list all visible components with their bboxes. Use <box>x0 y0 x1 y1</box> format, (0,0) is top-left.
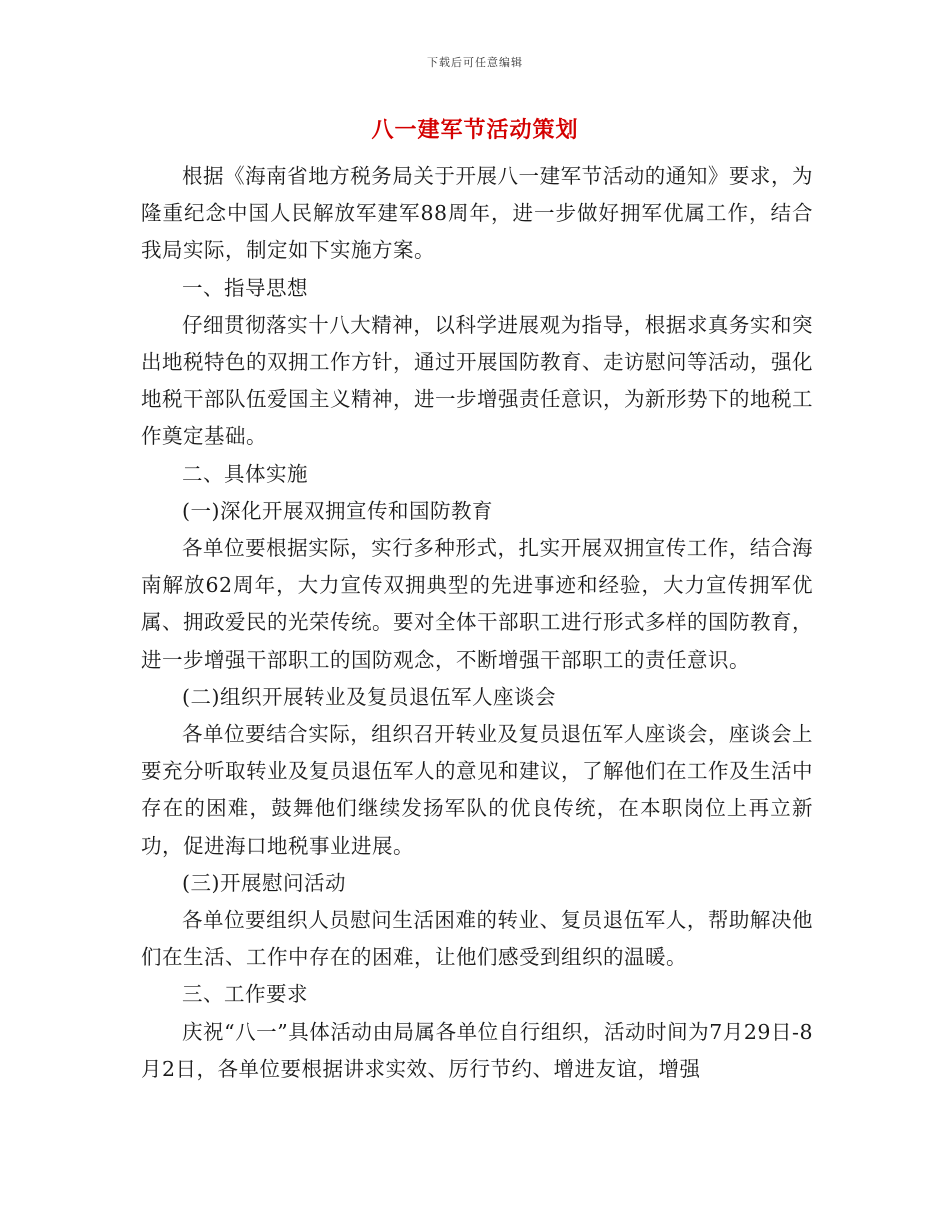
subsection-heading-3: (三)开展慰问活动 <box>182 870 346 895</box>
section-heading-implementation: 二、具体实施 <box>182 461 308 486</box>
section-heading-requirements: 三、工作要求 <box>182 982 308 1007</box>
subsection-heading-1: (一)深化开展双拥宣传和国防教育 <box>182 498 493 523</box>
section-heading-guiding-thought: 一、指导思想 <box>182 275 308 300</box>
subsection-3-paragraph: 各单位要组织人员慰问生活困难的转业、复员退伍军人，帮助解决他们在生活、工作中存在的困难，让他们感受到组织的温暖。 <box>141 908 813 970</box>
guiding-thought-paragraph: 仔细贯彻落实十八大精神，以科学进展观为指导，根据求真务实和突出地税特色的双拥工作方针，通过开展国防教育、走访慰问等活动，强化地税干部队伍爱国主义精神，进一步增强责任意识，为新形势下的地税工作奠定基础。 <box>141 312 813 449</box>
header-note: 下载后可任意编辑 <box>427 56 523 69</box>
document-title: 八一建军节活动策划 <box>371 118 579 143</box>
requirements-paragraph: 庆祝“八一”具体活动由局属各单位自行组织，活动时间为7月29日-8月2日，各单位要根据讲求实效、厉行节约、增进友谊，增强 <box>141 1019 813 1081</box>
document-body <box>141 158 813 1088</box>
intro-paragraph: 根据《海南省地方税务局关于开展八一建军节活动的通知》要求，为隆重纪念中国人民解放军建军88周年，进一步做好拥军优属工作，结合我局实际，制定如下实施方案。 <box>141 164 813 263</box>
subsection-heading-2: (二)组织开展转业及复员退伍军人座谈会 <box>182 684 556 709</box>
subsection-2-paragraph: 各单位要结合实际，组织召开转业及复员退伍军人座谈会，座谈会上要充分听取转业及复员退伍军人的意见和建议，了解他们在工作及生活中存在的困难，鼓舞他们继续发扬军队的优良传统，在本职岗位上再立新功，促进海口地税事业进展。 <box>141 722 813 858</box>
subsection-1-paragraph: 各单位要根据实际，实行多种形式，扎实开展双拥宣传工作，结合海南解放62周年，大力宣传双拥典型的先进事迹和经验，大力宣传拥军优属、拥政爱民的光荣传统。要对全体干部职工进行形式多样的国防教育，进一步增强干部职工的国防观念，不断增强干部职工的责任意识。 <box>141 536 813 672</box>
